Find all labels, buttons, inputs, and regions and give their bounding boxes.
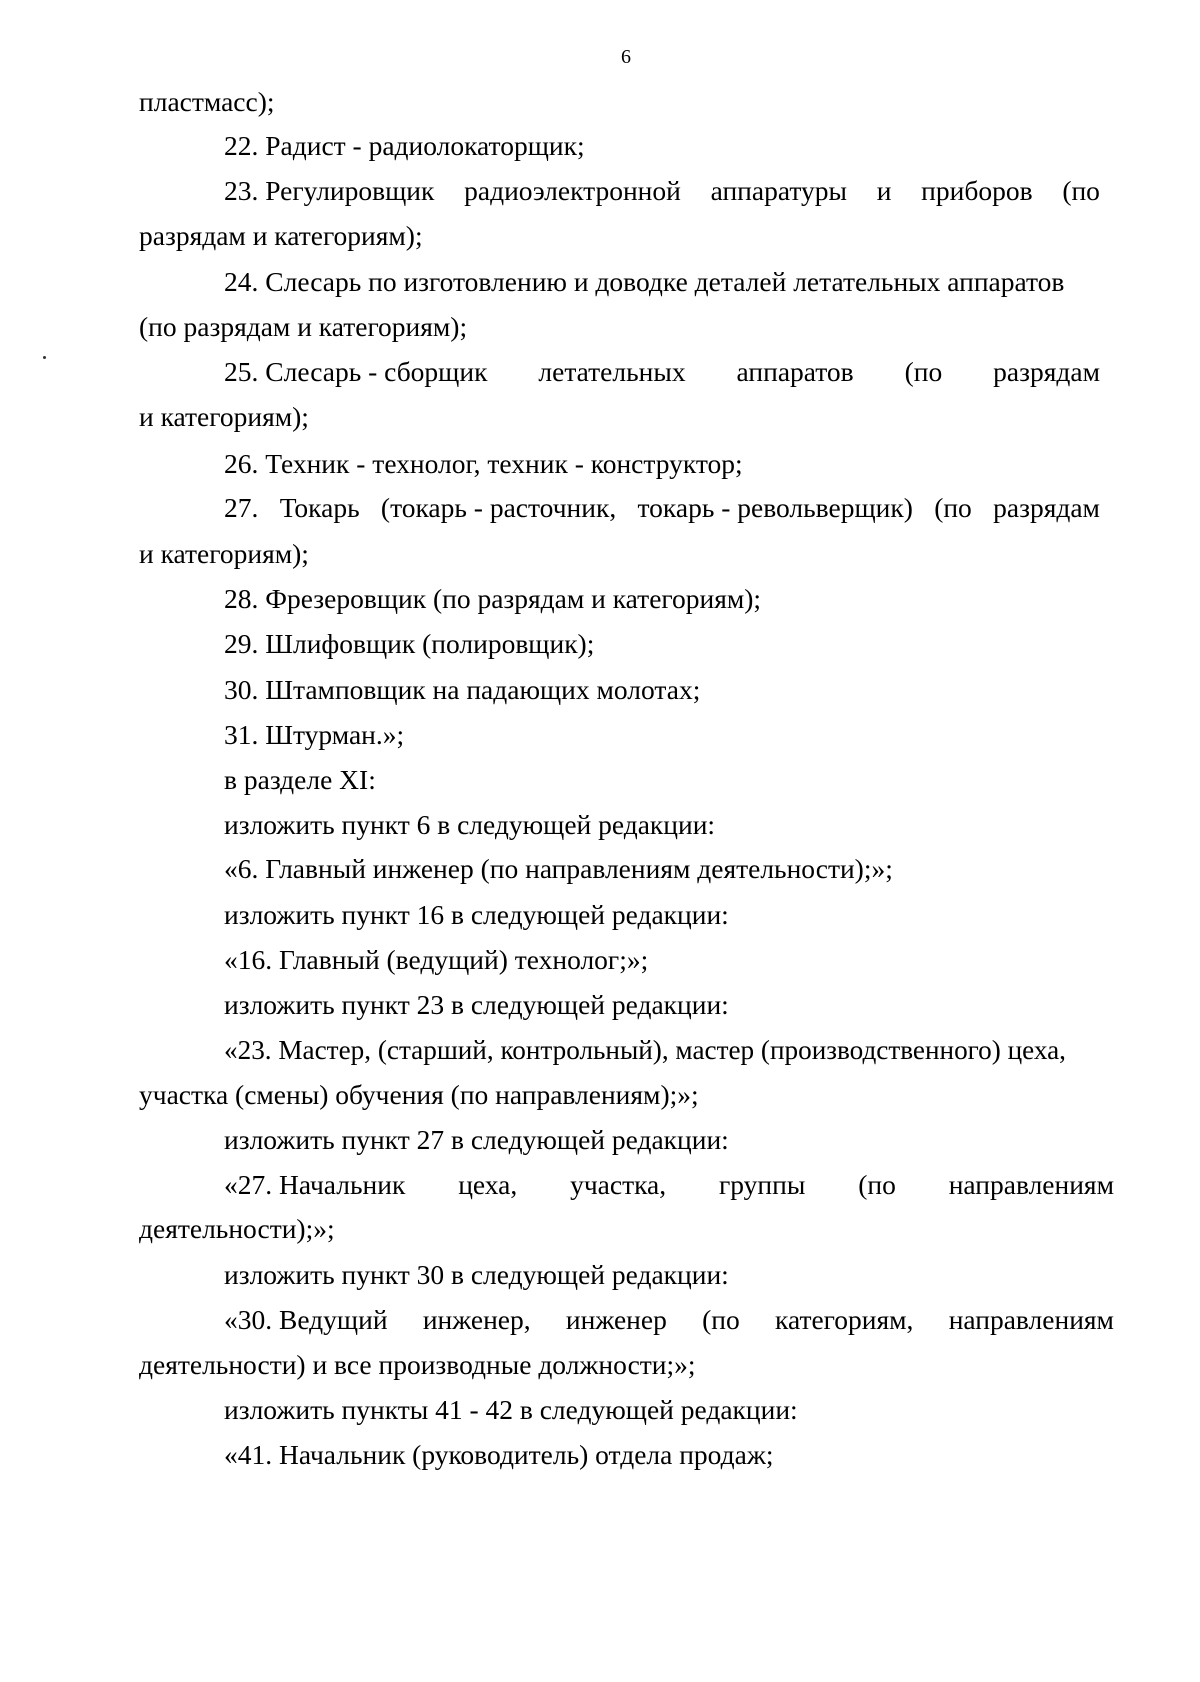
quote-item-27-line-2: деятельности);»; [139,1213,335,1244]
quote-item-16: «16. Главный (ведущий) технолог;»; [224,944,649,975]
quote-item-23-line-2: участка (смены) обучения (по направлениям);»; [139,1079,699,1110]
list-item-25-line-1 [224,355,1100,389]
instruction-item-6: изложить пункт 6 в следующей редакции: [224,809,716,840]
word: направлениям [948,1304,1114,1335]
page-number: 6 [621,46,631,68]
word: разрядам [993,492,1100,523]
word: направлениям [948,1169,1114,1200]
word: разрядам [993,356,1100,387]
list-item-30: 30. Штамповщик на падающих молотах; [224,674,701,705]
quote-item-23-line-1: «23. Мастер, (старший, контрольный), мастер (производственного) цеха, [224,1035,1066,1065]
quote-item-27-line-1 [224,1168,1114,1202]
quote-item-6: «6. Главный инженер (по направлениям деятельности);»; [224,853,893,884]
word: и [876,175,892,206]
list-item-28: 28. Фрезеровщик (по разрядам и категориям); [224,583,762,614]
word: «27. Начальник [224,1169,406,1200]
word: 23. Регулировщик [224,175,435,206]
list-item-24-line-2: (по разрядам и категориям); [139,311,468,342]
instruction-item-27: изложить пункт 27 в следующей редакции: [224,1124,729,1155]
text-line-1: пластмасс); [139,86,275,117]
list-item-29: 29. Шлифовщик (полировщик); [224,628,595,659]
word: (по [904,356,943,387]
word: группы [719,1169,806,1200]
word: 25. Слесарь - сборщик [224,356,488,387]
section-xi-intro: в разделе XI: [224,764,376,795]
list-item-24-line-1: 24. Слесарь по изготовлению и доводке деталей летательных аппаратов [224,266,1065,297]
word: инженер, [422,1304,531,1335]
word: (по [934,492,972,523]
word: (токарь - расточник, [380,492,617,523]
word: приборов [921,175,1033,206]
quote-item-30-line-2: деятельности) и все производные должности;»; [139,1349,696,1380]
list-item-22: 22. Радист - радиолокаторщик; [224,130,585,161]
word: 27. [224,492,259,523]
word: летательных [538,356,686,387]
word: (по [1062,175,1100,206]
word: цеха, [458,1169,518,1200]
word: «30. Ведущий [224,1304,388,1335]
quote-item-41: «41. Начальник (руководитель) отдела продаж; [224,1439,774,1470]
word: токарь - револьверщик) [637,492,913,523]
list-item-31: 31. Штурман.»; [224,719,405,750]
word: аппаратов [736,356,854,387]
list-item-27-line-1 [224,491,1100,525]
list-item-25-line-2: и категориям); [139,401,309,432]
word: аппаратуры [710,175,847,206]
list-item-23-line-1 [224,174,1100,208]
word: инженер [565,1304,667,1335]
list-item-23-line-2: разрядам и категориям); [139,220,423,251]
scan-speck [43,356,46,359]
instruction-item-30: изложить пункт 30 в следующей редакции: [224,1259,729,1290]
list-item-26: 26. Техник - технолог, техник - конструктор; [224,448,743,479]
instruction-items-41-42: изложить пункты 41 - 42 в следующей редакции: [224,1394,798,1425]
word: радиоэлектронной [464,175,681,206]
word: категориям, [775,1304,914,1335]
instruction-item-16: изложить пункт 16 в следующей редакции: [224,899,729,930]
word: Токарь [279,492,360,523]
list-item-27-line-2: и категориям); [139,538,309,569]
quote-item-30-line-1 [224,1303,1114,1337]
word: (по [858,1169,896,1200]
instruction-item-23: изложить пункт 23 в следующей редакции: [224,989,729,1020]
word: участка, [570,1169,667,1200]
word: (по [702,1304,740,1335]
